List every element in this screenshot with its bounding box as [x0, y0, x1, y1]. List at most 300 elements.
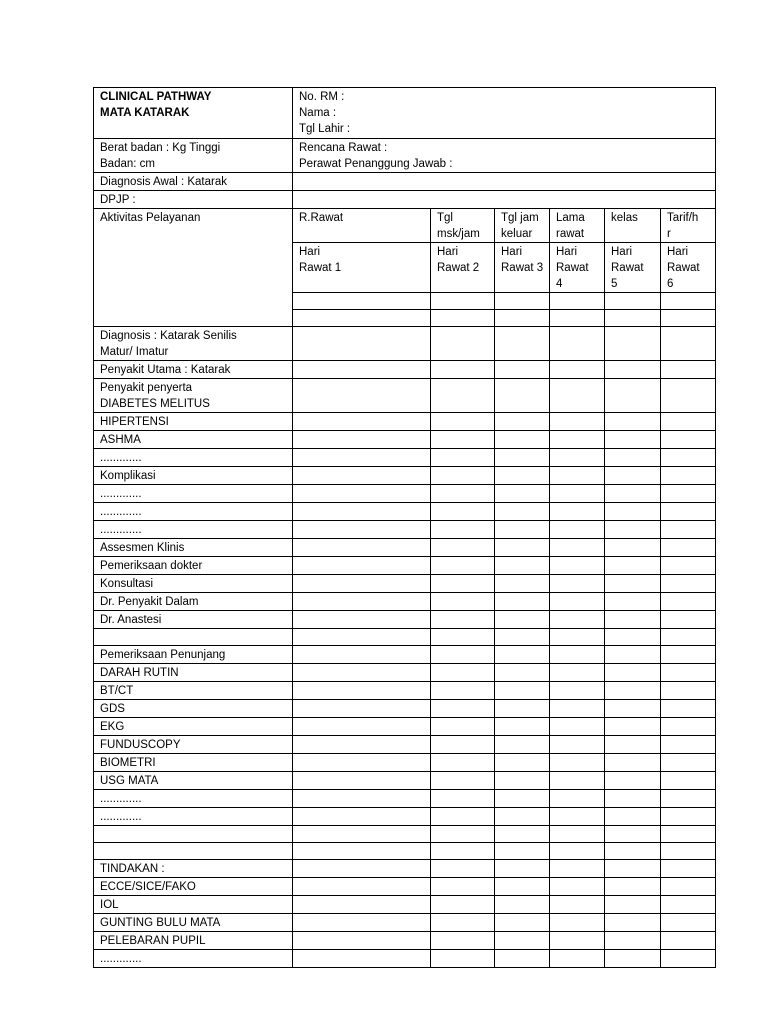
table-row	[94, 860, 716, 878]
entry-cell[interactable]	[661, 361, 716, 379]
entry-cell[interactable]	[605, 575, 661, 593]
entry-cell[interactable]	[431, 449, 495, 467]
entry-cell[interactable]	[605, 646, 661, 664]
entry-cell[interactable]	[431, 808, 495, 826]
row-label: HIPERTENSI	[94, 413, 293, 431]
entry-cell[interactable]	[550, 950, 605, 968]
table-row	[94, 754, 716, 772]
row-label: .............	[94, 485, 293, 503]
entry-cell[interactable]	[431, 293, 495, 310]
entry-cell[interactable]	[431, 646, 495, 664]
entry-cell[interactable]	[431, 860, 495, 878]
entry-cell[interactable]	[605, 878, 661, 896]
entry-cell[interactable]	[605, 449, 661, 467]
day-header-2: Hari Rawat 2	[431, 243, 495, 293]
care-plan-field[interactable]: Rencana Rawat : Perawat Penanggung Jawab :	[293, 139, 716, 173]
entry-cell[interactable]	[661, 754, 716, 772]
entry-cell[interactable]	[431, 736, 495, 754]
table-row	[94, 914, 716, 932]
entry-cell[interactable]	[495, 593, 550, 611]
entry-cell[interactable]	[495, 718, 550, 736]
table-row	[94, 449, 716, 467]
entry-cell[interactable]	[293, 327, 431, 361]
entry-cell[interactable]	[605, 718, 661, 736]
table-row	[94, 575, 716, 593]
entry-cell[interactable]	[661, 611, 716, 629]
entry-cell[interactable]	[550, 503, 605, 521]
entry-cell[interactable]	[550, 361, 605, 379]
entry-cell[interactable]	[661, 932, 716, 950]
column-header-4: Lama rawat	[550, 209, 605, 243]
entry-cell[interactable]	[605, 664, 661, 682]
entry-cell[interactable]	[431, 664, 495, 682]
entry-cell[interactable]	[293, 485, 431, 503]
entry-cell[interactable]	[495, 772, 550, 790]
entry-cell[interactable]	[293, 700, 431, 718]
entry-cell[interactable]	[661, 431, 716, 449]
entry-cell[interactable]	[495, 310, 550, 327]
entry-cell[interactable]	[293, 718, 431, 736]
entry-cell[interactable]	[495, 521, 550, 539]
entry-cell[interactable]	[495, 485, 550, 503]
entry-cell[interactable]	[550, 718, 605, 736]
entry-cell[interactable]	[495, 379, 550, 413]
entry-cell[interactable]	[661, 413, 716, 431]
entry-cell[interactable]	[431, 431, 495, 449]
entry-cell[interactable]	[431, 914, 495, 932]
entry-cell[interactable]	[293, 682, 431, 700]
entry-cell[interactable]	[431, 310, 495, 327]
entry-cell[interactable]	[293, 379, 431, 413]
entry-cell[interactable]	[495, 503, 550, 521]
entry-cell[interactable]	[293, 467, 431, 485]
entry-cell[interactable]	[605, 361, 661, 379]
entry-cell[interactable]	[661, 860, 716, 878]
form-title: CLINICAL PATHWAY MATA KATARAK	[94, 88, 293, 139]
entry-cell[interactable]	[431, 503, 495, 521]
entry-cell[interactable]	[431, 682, 495, 700]
entry-cell[interactable]	[605, 611, 661, 629]
entry-cell[interactable]	[293, 503, 431, 521]
table-row	[94, 611, 716, 629]
row-label: BIOMETRI	[94, 754, 293, 772]
entry-cell[interactable]	[661, 293, 716, 310]
entry-cell[interactable]	[293, 646, 431, 664]
table-row	[94, 431, 716, 449]
row-label: Penyakit Utama : Katarak	[94, 361, 293, 379]
entry-cell[interactable]	[431, 932, 495, 950]
row-label	[94, 843, 293, 860]
entry-cell[interactable]	[605, 914, 661, 932]
entry-cell[interactable]	[605, 772, 661, 790]
table-row	[94, 932, 716, 950]
entry-cell[interactable]	[661, 449, 716, 467]
entry-cell[interactable]	[605, 932, 661, 950]
column-header-3: Tgl jam keluar	[495, 209, 550, 243]
column-header-5: kelas	[605, 209, 661, 243]
entry-cell[interactable]	[661, 485, 716, 503]
row-label: Penyakit penyerta DIABETES MELITUS	[94, 379, 293, 413]
entry-cell[interactable]	[431, 327, 495, 361]
entry-cell[interactable]	[661, 557, 716, 575]
entry-cell[interactable]	[661, 843, 716, 860]
entry-cell[interactable]	[495, 843, 550, 860]
entry-cell[interactable]	[661, 467, 716, 485]
table-row	[94, 718, 716, 736]
entry-cell[interactable]	[605, 736, 661, 754]
entry-cell[interactable]	[550, 413, 605, 431]
entry-cell[interactable]	[550, 790, 605, 808]
entry-cell[interactable]	[661, 826, 716, 843]
entry-cell[interactable]	[550, 629, 605, 646]
entry-cell[interactable]	[293, 629, 431, 646]
day-header-6: Hari Rawat 6	[661, 243, 716, 293]
entry-cell[interactable]	[495, 664, 550, 682]
initial-diagnosis-label: Diagnosis Awal : Katarak	[94, 173, 293, 191]
entry-cell[interactable]	[495, 790, 550, 808]
row-label: .............	[94, 449, 293, 467]
entry-cell[interactable]	[293, 914, 431, 932]
entry-cell[interactable]	[431, 485, 495, 503]
entry-cell[interactable]	[431, 521, 495, 539]
row-label: ECCE/SICE/FAKO	[94, 878, 293, 896]
table-row	[94, 593, 716, 611]
entry-cell[interactable]	[605, 843, 661, 860]
row-label: IOL	[94, 896, 293, 914]
entry-cell[interactable]	[550, 293, 605, 310]
entry-cell[interactable]	[293, 950, 431, 968]
entry-cell[interactable]	[495, 327, 550, 361]
entry-cell[interactable]	[495, 575, 550, 593]
clinical-pathway-form	[93, 87, 716, 968]
entry-cell[interactable]	[550, 521, 605, 539]
entry-cell[interactable]	[661, 575, 716, 593]
entry-cell[interactable]	[550, 485, 605, 503]
entry-cell[interactable]	[431, 718, 495, 736]
entry-cell[interactable]	[293, 932, 431, 950]
entry-cell[interactable]	[605, 467, 661, 485]
entry-cell[interactable]	[293, 664, 431, 682]
entry-cell[interactable]	[550, 664, 605, 682]
entry-cell[interactable]	[495, 629, 550, 646]
entry-cell[interactable]	[605, 826, 661, 843]
entry-cell[interactable]	[293, 310, 431, 327]
entry-cell[interactable]	[550, 431, 605, 449]
entry-cell[interactable]	[495, 860, 550, 878]
entry-cell[interactable]	[661, 736, 716, 754]
entry-cell[interactable]	[550, 539, 605, 557]
row-label	[94, 629, 293, 646]
entry-cell[interactable]	[293, 593, 431, 611]
entry-cell[interactable]	[605, 808, 661, 826]
table-row	[94, 557, 716, 575]
entry-cell[interactable]	[293, 754, 431, 772]
entry-cell[interactable]	[495, 431, 550, 449]
entry-cell[interactable]	[495, 808, 550, 826]
entry-cell[interactable]	[431, 539, 495, 557]
entry-cell[interactable]	[661, 664, 716, 682]
entry-cell[interactable]	[293, 449, 431, 467]
entry-cell[interactable]	[605, 310, 661, 327]
entry-cell[interactable]	[605, 896, 661, 914]
entry-cell[interactable]	[661, 521, 716, 539]
entry-cell[interactable]	[431, 379, 495, 413]
table-row	[94, 664, 716, 682]
entry-cell[interactable]	[550, 575, 605, 593]
day-header-1: Hari Rawat 1	[293, 243, 431, 293]
entry-cell[interactable]	[550, 896, 605, 914]
row-label: Assesmen Klinis	[94, 539, 293, 557]
entry-cell[interactable]	[550, 327, 605, 361]
entry-cell[interactable]	[550, 878, 605, 896]
row-label	[94, 826, 293, 843]
entry-cell[interactable]	[550, 449, 605, 467]
entry-cell[interactable]	[605, 413, 661, 431]
entry-cell[interactable]	[431, 611, 495, 629]
entry-cell[interactable]	[495, 413, 550, 431]
entry-cell[interactable]	[550, 826, 605, 843]
entry-cell[interactable]	[550, 843, 605, 860]
entry-cell[interactable]	[550, 700, 605, 718]
column-header-1: R.Rawat	[293, 209, 431, 243]
entry-cell[interactable]	[605, 485, 661, 503]
entry-cell[interactable]	[431, 754, 495, 772]
entry-cell[interactable]	[431, 878, 495, 896]
entry-cell[interactable]	[605, 293, 661, 310]
table-row	[94, 467, 716, 485]
day-header-4: Hari Rawat 4	[550, 243, 605, 293]
table-row	[94, 736, 716, 754]
table-row	[94, 808, 716, 826]
entry-cell[interactable]	[495, 826, 550, 843]
entry-cell[interactable]	[605, 503, 661, 521]
entry-cell[interactable]	[431, 700, 495, 718]
dpjp-field[interactable]	[293, 191, 716, 209]
entry-cell[interactable]	[661, 682, 716, 700]
row-label: .............	[94, 521, 293, 539]
entry-cell[interactable]	[661, 629, 716, 646]
row-label: .............	[94, 790, 293, 808]
entry-cell[interactable]	[431, 950, 495, 968]
entry-cell[interactable]	[293, 539, 431, 557]
entry-cell[interactable]	[431, 593, 495, 611]
entry-cell[interactable]	[661, 327, 716, 361]
entry-cell[interactable]	[550, 310, 605, 327]
entry-cell[interactable]	[661, 772, 716, 790]
entry-cell[interactable]	[431, 790, 495, 808]
entry-cell[interactable]	[550, 772, 605, 790]
entry-cell[interactable]	[431, 826, 495, 843]
entry-cell[interactable]	[550, 808, 605, 826]
row-label: USG MATA	[94, 772, 293, 790]
row-label: Dr. Penyakit Dalam	[94, 593, 293, 611]
entry-cell[interactable]	[661, 646, 716, 664]
entry-cell[interactable]	[431, 361, 495, 379]
entry-cell[interactable]	[550, 557, 605, 575]
entry-cell[interactable]	[293, 843, 431, 860]
entry-cell[interactable]	[495, 896, 550, 914]
body-measurement-field[interactable]: Berat badan : Kg Tinggi Badan: cm	[94, 139, 293, 173]
table-row	[94, 521, 716, 539]
entry-cell[interactable]	[550, 914, 605, 932]
entry-cell[interactable]	[431, 772, 495, 790]
row-label: Konsultasi	[94, 575, 293, 593]
entry-cell[interactable]	[661, 539, 716, 557]
entry-cell[interactable]	[495, 539, 550, 557]
entry-cell[interactable]	[661, 790, 716, 808]
entry-cell[interactable]	[550, 646, 605, 664]
entry-cell[interactable]	[495, 736, 550, 754]
row-label: TINDAKAN :	[94, 860, 293, 878]
table-row	[94, 379, 716, 413]
table-row	[94, 361, 716, 379]
entry-cell[interactable]	[495, 557, 550, 575]
entry-cell[interactable]	[605, 521, 661, 539]
entry-cell[interactable]	[495, 361, 550, 379]
table-row	[94, 327, 716, 361]
table-row	[94, 682, 716, 700]
entry-cell[interactable]	[661, 718, 716, 736]
entry-cell[interactable]	[293, 878, 431, 896]
entry-cell[interactable]	[431, 843, 495, 860]
initial-diagnosis-field[interactable]	[293, 173, 716, 191]
table-row	[94, 646, 716, 664]
table-row	[94, 485, 716, 503]
entry-cell[interactable]	[605, 860, 661, 878]
entry-cell[interactable]	[605, 700, 661, 718]
entry-cell[interactable]	[293, 557, 431, 575]
row-label: Komplikasi	[94, 467, 293, 485]
entry-cell[interactable]	[605, 557, 661, 575]
entry-cell[interactable]	[661, 700, 716, 718]
row-label: Pemeriksaan dokter	[94, 557, 293, 575]
entry-cell[interactable]	[495, 646, 550, 664]
entry-cell[interactable]	[495, 682, 550, 700]
entry-cell[interactable]	[661, 593, 716, 611]
entry-cell[interactable]	[661, 310, 716, 327]
entry-cell[interactable]	[495, 932, 550, 950]
entry-cell[interactable]	[550, 379, 605, 413]
entry-cell[interactable]	[293, 431, 431, 449]
entry-cell[interactable]	[550, 593, 605, 611]
entry-cell[interactable]	[605, 539, 661, 557]
row-label: Diagnosis : Katarak Senilis Matur/ Imatur	[94, 327, 293, 361]
entry-cell[interactable]	[431, 629, 495, 646]
table-row	[94, 843, 716, 860]
column-header-6: Tarif/h r	[661, 209, 716, 243]
entry-cell[interactable]	[495, 914, 550, 932]
entry-cell[interactable]	[605, 682, 661, 700]
entry-cell[interactable]	[661, 950, 716, 968]
entry-cell[interactable]	[495, 950, 550, 968]
entry-cell[interactable]	[605, 431, 661, 449]
day-header-3: Hari Rawat 3	[495, 243, 550, 293]
row-label: GDS	[94, 700, 293, 718]
row-label: FUNDUSCOPY	[94, 736, 293, 754]
entry-cell[interactable]	[661, 914, 716, 932]
entry-cell[interactable]	[550, 611, 605, 629]
entry-cell[interactable]	[605, 327, 661, 361]
entry-cell[interactable]	[293, 575, 431, 593]
entry-cell[interactable]	[495, 700, 550, 718]
table-row	[94, 950, 716, 968]
entry-cell[interactable]	[550, 754, 605, 772]
entry-cell[interactable]	[661, 503, 716, 521]
entry-cell[interactable]	[293, 736, 431, 754]
entry-cell[interactable]	[661, 808, 716, 826]
table-row	[94, 826, 716, 843]
entry-cell[interactable]	[431, 896, 495, 914]
row-label: BT/CT	[94, 682, 293, 700]
row-label: .............	[94, 503, 293, 521]
entry-cell[interactable]	[293, 611, 431, 629]
entry-cell[interactable]	[495, 467, 550, 485]
column-header-2: Tgl msk/jam	[431, 209, 495, 243]
entry-cell[interactable]	[605, 754, 661, 772]
entry-cell[interactable]	[550, 736, 605, 754]
entry-cell[interactable]	[605, 790, 661, 808]
table-row	[94, 413, 716, 431]
entry-cell[interactable]	[550, 467, 605, 485]
entry-cell[interactable]	[431, 557, 495, 575]
entry-cell[interactable]	[431, 575, 495, 593]
entry-cell[interactable]	[293, 896, 431, 914]
row-label: Dr. Anastesi	[94, 611, 293, 629]
entry-cell[interactable]	[661, 896, 716, 914]
entry-cell[interactable]	[661, 379, 716, 413]
entry-cell[interactable]	[431, 413, 495, 431]
row-label: ASHMA	[94, 431, 293, 449]
table-row	[94, 503, 716, 521]
entry-cell[interactable]	[293, 413, 431, 431]
entry-cell[interactable]	[605, 629, 661, 646]
entry-cell[interactable]	[293, 361, 431, 379]
entry-cell[interactable]	[293, 860, 431, 878]
entry-cell[interactable]	[293, 808, 431, 826]
row-label: PELEBARAN PUPIL	[94, 932, 293, 950]
patient-identity-field[interactable]: No. RM : Nama : Tgl Lahir :	[293, 88, 716, 139]
entry-cell[interactable]	[550, 860, 605, 878]
entry-cell[interactable]	[293, 521, 431, 539]
entry-cell[interactable]	[431, 467, 495, 485]
entry-cell[interactable]	[293, 772, 431, 790]
table-row	[94, 772, 716, 790]
entry-cell[interactable]	[550, 932, 605, 950]
entry-cell[interactable]	[605, 593, 661, 611]
row-label: GUNTING BULU MATA	[94, 914, 293, 932]
entry-cell[interactable]	[495, 293, 550, 310]
entry-cell[interactable]	[495, 611, 550, 629]
table-row	[94, 629, 716, 646]
entry-cell[interactable]	[605, 950, 661, 968]
entry-cell[interactable]	[495, 878, 550, 896]
row-label: .............	[94, 950, 293, 968]
entry-cell[interactable]	[293, 790, 431, 808]
entry-cell[interactable]	[550, 682, 605, 700]
row-label: Pemeriksaan Penunjang	[94, 646, 293, 664]
entry-cell[interactable]	[293, 826, 431, 843]
day-header-5: Hari Rawat 5	[605, 243, 661, 293]
row-label: DARAH RUTIN	[94, 664, 293, 682]
entry-cell[interactable]	[661, 878, 716, 896]
entry-cell[interactable]	[495, 449, 550, 467]
entry-cell[interactable]	[495, 754, 550, 772]
entry-cell[interactable]	[293, 293, 431, 310]
row-label: EKG	[94, 718, 293, 736]
table-row	[94, 700, 716, 718]
table-row	[94, 539, 716, 557]
entry-cell[interactable]	[605, 379, 661, 413]
